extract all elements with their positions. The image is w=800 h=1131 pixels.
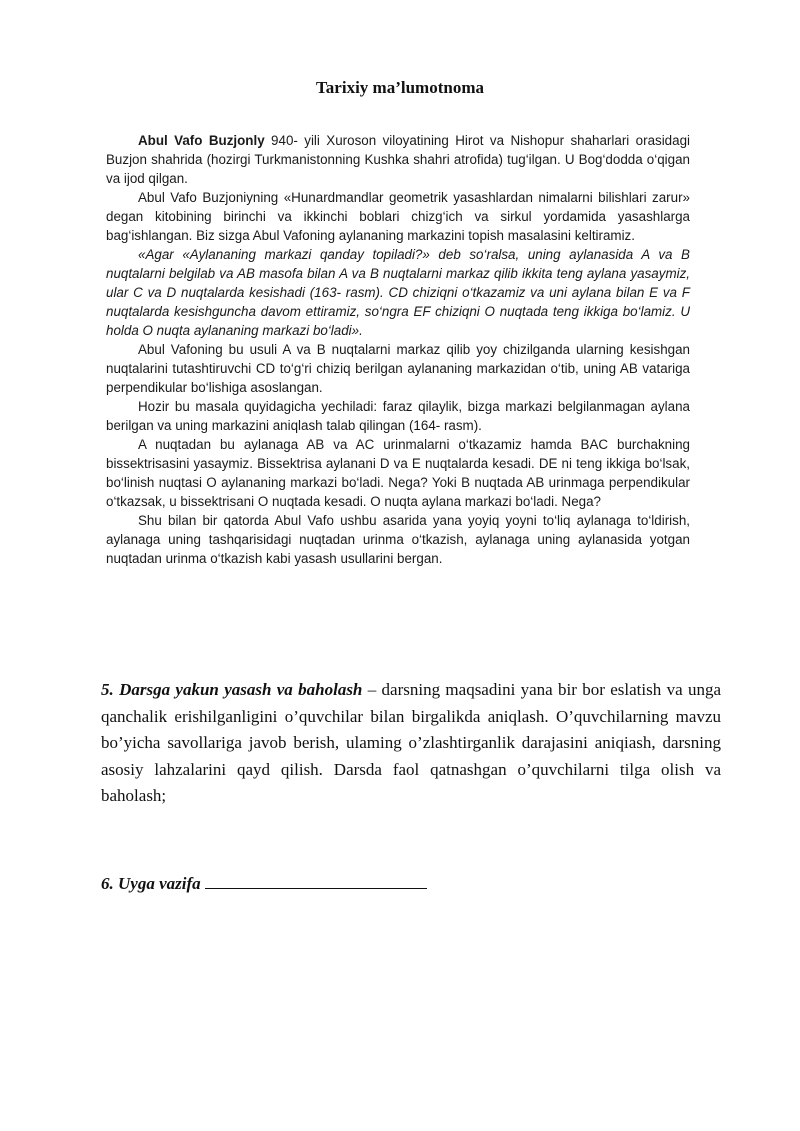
section-6 <box>101 874 427 894</box>
section-5-heading: 5. Darsga yakun yasash va baholash <box>101 680 363 699</box>
page-title: Tarixiy ma’lumotnoma <box>316 78 484 97</box>
paragraph-1 <box>106 131 690 188</box>
name-bold: Abul Vafo Buzjonly <box>138 133 265 148</box>
paragraph-6: A nuqtadan bu aylanaga AB va AC urinmalarni o‘tkazamiz hamda BAC burchakning bissektrisasini yasaymiz. Bissektrisa aylanani D va E nuqtalarda kesadi. DE ni teng ikkiga bo‘lsak, bo‘linish nuqtasi O aylananing markazi bo‘ladi. Nega? Yoki B nuqtada AB urinmaga perpendikular o‘tkazsak, u bissektrisani O nuqtada kesadi. O nuqta aylana markazi bo‘ladi. Nega? <box>106 437 690 509</box>
paragraph-2: Abul Vafo Buzjoniyning «Hunardmandlar geometrik yasashlardan nimalarni bilishlari zarur» degan kitobining birinchi va ikkinchi boblari chizg‘ich va sirkul yordamida yasashlarga bag‘ishlangan. Biz sizga Abul Vafoning aylananing markazini topish masalasini keltiramiz. <box>106 190 690 243</box>
paragraph-1-text: 940- yili Xuroson viloyatining Hirot va Nishopur shaharlari orasidagi Buzjon shahrida (hozirgi Turkmanistonning Kushka shahri atrofida) tug‘ilgan. U Bog‘dodda o‘qigan va ijod qilgan. <box>106 133 690 186</box>
paragraph-3-quote: «Agar «Aylananing markazi qanday topiladi?» deb so‘ralsa, uning aylanasida A va B nuqtalarni belgilab va AB masofa bilan A va B nuqtalarni markaz qilib ikkita teng aylana yasaymiz, ular C va D nuqtalarda kesishadi (163- rasm). CD chiziqni o‘tkazamiz va uni aylana bilan E va F nuqtalarda kesishguncha davom ettiramiz, so‘ngra EF chiziqni O nuqtada teng ikkiga bo‘lamiz. U holda O nuqta aylananing markazi bo‘ladi». <box>106 247 690 338</box>
history-excerpt <box>106 131 690 568</box>
paragraph-4: Abul Vafoning bu usuli A va B nuqtalarni markaz qilib yoy chizilganda ularning kesishgan nuqtalarini tutashtiruvchi CD to‘g‘ri chiziq berilgan aylananing markazidan o‘tib, uning AB vatariga perpendikular bo‘lishiga asoslangan. <box>106 342 690 395</box>
section-6-heading: 6. Uygа vazifa <box>101 874 201 893</box>
section-5 <box>101 677 721 810</box>
section-5-text: – darsning maqsadini yana bir bor eslatish va unga qanchalik erishilganligini o’quvchilar bilan birgalikda aniqlash. O’quvchilarning mavzu bo’yicha savollariga javob berish, ulaming o’zlashtirganlik darajasini aniqiash, darsning asosiy lahzalarini qayd qilish. Darsda faol qatnashgan o’quvchilarni tilga olish va baholash; <box>101 680 721 806</box>
answer-blank-line <box>205 874 427 889</box>
paragraph-5: Hozir bu masala quyidagicha yechiladi: faraz qilaylik, bizga markazi belgilanmagan aylana berilgan va uning markazini aniqlash talab qilingan (164- rasm). <box>106 399 690 433</box>
paragraph-7: Shu bilan bir qatorda Abul Vafo ushbu asarida yana yoyiq yoyni to‘liq aylanaga to‘ldirish, aylanaga uning tashqarisidagi nuqtadan urinma o‘tkazish, aylanaga uning aylanasida yotgan nuqtadan urinma o‘tkazish kabi yasash usullarini bergan. <box>106 513 690 566</box>
